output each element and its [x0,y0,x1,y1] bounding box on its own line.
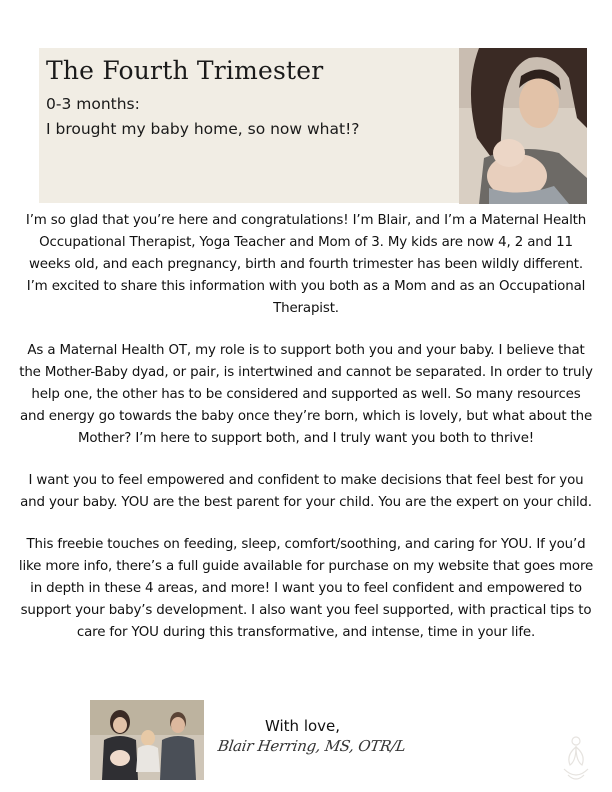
subtitle-question: I brought my baby home, so now what!? [46,120,360,138]
lotus-logo-icon [560,735,592,785]
page-title: The Fourth Trimester [46,56,324,85]
freebie-paragraph: This freebie touches on feeding, sleep, comfort/soothing, and caring for YOU. If you’d like more info, there’s a full guide available for purchase on my website that goes more in depth in these 4 areas, and more! I want you to feel confident and empowered to support your baby’s development. I also want you feel supported, with practical tips to care for YOU during this transformative, and intense, time in your life. [18,537,594,640]
role-paragraph: As a Maternal Health OT, my role is to support both you and your baby. I believe that the Mother-Baby dyad, or pair, is intertwined and cannot be separated. In order to truly help one, the other has to be considered and supported as well. So many resources and energy go towards the baby once they’re born, which is lovely, but what about the Mother? I’m here to support both, and I truly want you both to thrive! [19,343,593,446]
mother-baby-photo [459,48,587,204]
subtitle-age-range: 0-3 months: [46,95,140,113]
signature: Blair Herring, MS, OTR/L [216,737,407,755]
family-photo [90,700,204,780]
intro-paragraph: I’m so glad that you’re here and congratulations! I’m Blair, and I’m a Maternal Health Occupational Therapist, Yoga Teacher and Mom of 3. My kids are now 4, 2 and 11 weeks old, and each pregnancy, birth and fourth trimester has been wildly different. I’m excited to share this information with you both as a Mom and as an Occupational Therapist. [25,213,587,316]
closing-text: With love, [265,717,341,735]
body-text [18,210,594,644]
empowerment-paragraph: I want you to feel empowered and confident to make decisions that feel best for you and your baby. YOU are the best parent for your child. You are the expert on your child. [20,473,592,510]
